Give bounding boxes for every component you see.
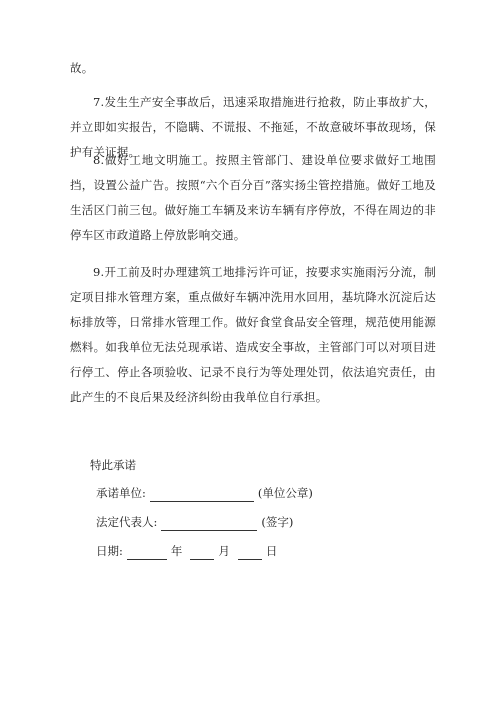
unit-note: (单位公章) xyxy=(257,486,313,500)
signature-representative-row xyxy=(96,513,293,531)
paragraph-item-8: 8.做好工地文明施工。按照主管部门、建设单位要求做好工地围挡，设置公益广告。按照“六个百分百”落实扬尘管控措施。做好工地及生活区门前三包。做好施工车辆及来访车辆有序停放，不得在周边的非停车区市政道路上停放影响交通。 xyxy=(70,153,436,242)
year-blank-line xyxy=(127,545,167,560)
date-label: 日期: xyxy=(96,544,123,558)
day-label: 日 xyxy=(265,544,278,558)
representative-label: 法定代表人: xyxy=(96,515,158,529)
year-label: 年 xyxy=(170,544,183,558)
signature-date-row xyxy=(96,542,277,560)
month-label: 月 xyxy=(218,544,230,558)
paragraph-item-9: 9.开工前及时办理建筑工地排污许可证，按要求实施雨污分流，制定项目排水管理方案，重点做好车辆冲洗用水回用，基坑降水沉淀后达标排放等，日常排水管理工作。做好食堂食品安全管理，规范使用能源燃料。如我单位无法兑现承诺、造成安全事故，主管部门可以对项目进行停工、停止各项验收、记录不良行为等处理处罚，依法追究责任，由此产生的不良后果及经济纠纷由我单位自行承担。 xyxy=(70,265,436,404)
unit-blank-line xyxy=(150,487,254,502)
month-blank-line xyxy=(190,545,214,560)
representative-blank-line xyxy=(161,516,257,531)
day-blank-line xyxy=(238,545,262,560)
paragraph-item-7: 7.发生生产安全事故后，迅速采取措施进行抢救，防止事故扩大，并立即如实报告，不隐瞒、不谎报、不拖延，不故意破坏事故现场，保护有关证据。 xyxy=(70,95,436,159)
signature-unit-row xyxy=(96,484,313,502)
closing-statement: 特此承诺 xyxy=(90,458,136,472)
representative-note: (签字) xyxy=(261,515,294,529)
paragraph-continuation: 故。 xyxy=(70,61,94,75)
unit-label: 承诺单位: xyxy=(96,486,146,500)
